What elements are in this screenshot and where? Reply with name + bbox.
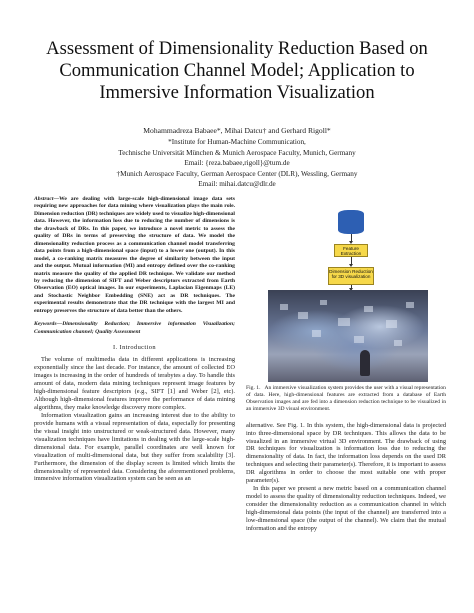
person-silhouette [360, 350, 370, 376]
right-column [246, 196, 446, 533]
paper-title [20, 38, 454, 104]
figure-1 [246, 196, 446, 382]
figure-1-label: Fig. 1. [246, 385, 261, 391]
intro-paragraph-2: Information visualization gains an increasing interest due to the ability to provide humans with a visual representation of data, especially for presenting the visual insight into unstructured or weak-structured data. However, many visualization techniques have limitations in dealing with the large-scale high-dimensional data. For example, parallel coordinates are well known for visualization of multi-dimensional data, but they suffer from scalability [3]. Furthermore, the dimension of the display screen is limited which limits the dimensionality of represented data. Considering the aforementioned problems, immersive information visualization system can be seen as an [34, 411, 235, 483]
left-column [34, 196, 235, 483]
figure-1-caption-text: An immersive visualization system provides the user with a visual representation of data. Here, high-dimensional features are extracted from a database of Earth Observation images and are fed into a dimension reduction technique to be visualized in an immersive 3D visual environment. [246, 385, 446, 412]
title-line-1: Assessment of Dimensionality Reduction Based on [46, 38, 428, 59]
abstract-text: —We are dealing with large-scale high-dimensional image data sets requiring new approaches for data mining where visualization plays the main role. Dimension reduction (DR) techniques are widely used to visualize high-dimensional data. However, the information loss due to reducing the number of dimensions is the drawback of DRs. In this paper, we introduce a novel metric to assess the quality of DRs in terms of preserving the structure of data. We model the dimensionality reduction process as a communication channel model transferring data points from a high-dimensional space (input) to a lower one (output). In this model, a co-ranking matrix measures the degree of similarity between the input and the output. Mutual information (MI) and entropy defined over the co-ranking matrix measure the quality of the applied DR technique. We validate our method by reducing the dimension of SIFT and Weber descriptors extracted from Earth Observation (EO) optical images. In our experiments, Laplacian Eigenmaps (LE) and Stochastic Neighbor Embedding (SNE) act as DR techniques. The experimental results demonstrate that the DR technique with the largest MI and entropy preserves the structure of data better than the others. [34, 196, 235, 314]
abstract [34, 196, 235, 315]
title-line-3: Immersive Information Visualization [99, 82, 375, 103]
database-icon [338, 210, 364, 234]
keywords [34, 321, 235, 336]
author-block [20, 126, 454, 189]
figure-1-caption [246, 385, 446, 413]
title-line-2: Communication Channel Model; Application to [59, 60, 415, 81]
affiliation-2-email: Email: mihai.datcu@dlr.de [198, 180, 276, 189]
affiliation-1-line-2: Technische Universität München & Munich Aerospace Faculty, Munich, Germany [118, 148, 356, 157]
pipeline-diagram [246, 196, 446, 296]
abstract-label: Abstract [34, 196, 54, 202]
affiliation-2-line-1: †Munich Aerospace Faculty, German Aerospace Center (DLR), Wessling, Germany [116, 169, 358, 178]
keywords-text: —Dimensionality Reduction; Immersive information Visualization; Communication channel; Quality Assessment [34, 321, 235, 335]
feature-extraction-box: Feature Extraction [334, 244, 368, 257]
right-paragraph-1: alternative. See Fig. 1. In this system, the high-dimensional data is projected into three-dimensional space by DR techniques. This allows the data to be visualized in an immersive virtual 3D environment. The drawback of using DR techniques for visualization is information loss due to reducing the dimensionality of data. In fact, the information loss depends on the used DR techniques and selecting their parameter(s). Therefore, it is important to assess DR algorithms in order to choose the most suitable one with proper parameter(s). [246, 421, 446, 485]
immersive-visualization-photo [268, 290, 428, 382]
author-names: Mohammadreza Babaee*, Mihai Datcu† and Gerhard Rigoll* [143, 126, 331, 135]
keywords-label: Keywords [34, 321, 57, 328]
arrow-icon [351, 234, 352, 242]
arrow-icon [351, 285, 352, 289]
affiliation-1-line-1: *Institute for Human-Machine Communication, [168, 138, 306, 147]
right-paragraph-2: In this paper we present a new metric based on a communication channel model to assess the quality of dimensionality reduction techniques. Indeed, we consider the dimensionality reduction as a communication channel in which high-dimensional data points (the input of the channel) are transferred into a low-dimensional space (the output of the channel). We claim that the mutual information and the entropy [246, 485, 446, 533]
section-heading-introduction: I. Introduction [113, 344, 156, 352]
intro-paragraph-1: The volume of multimedia data in different applications is increasing exponentially since the last decade. For instance, the amount of collected EO images is increasing in the order of hundreds of terabytes a day. To handle this amount of data, modern data mining techniques represent image features by high-dimensional feature descriptors (e.g., SIFT [1] and Weber [2], etc). Although high-dimensional features improve the performance of data mining algorithms, they make knowledge discovery more complex. [34, 356, 235, 411]
affiliation-1-email: Email: {reza.babaee,rigoll}@tum.de [184, 159, 290, 168]
dimension-reduction-box: Dimension Reduction for 3D visualization [328, 267, 374, 285]
arrow-icon [351, 257, 352, 265]
